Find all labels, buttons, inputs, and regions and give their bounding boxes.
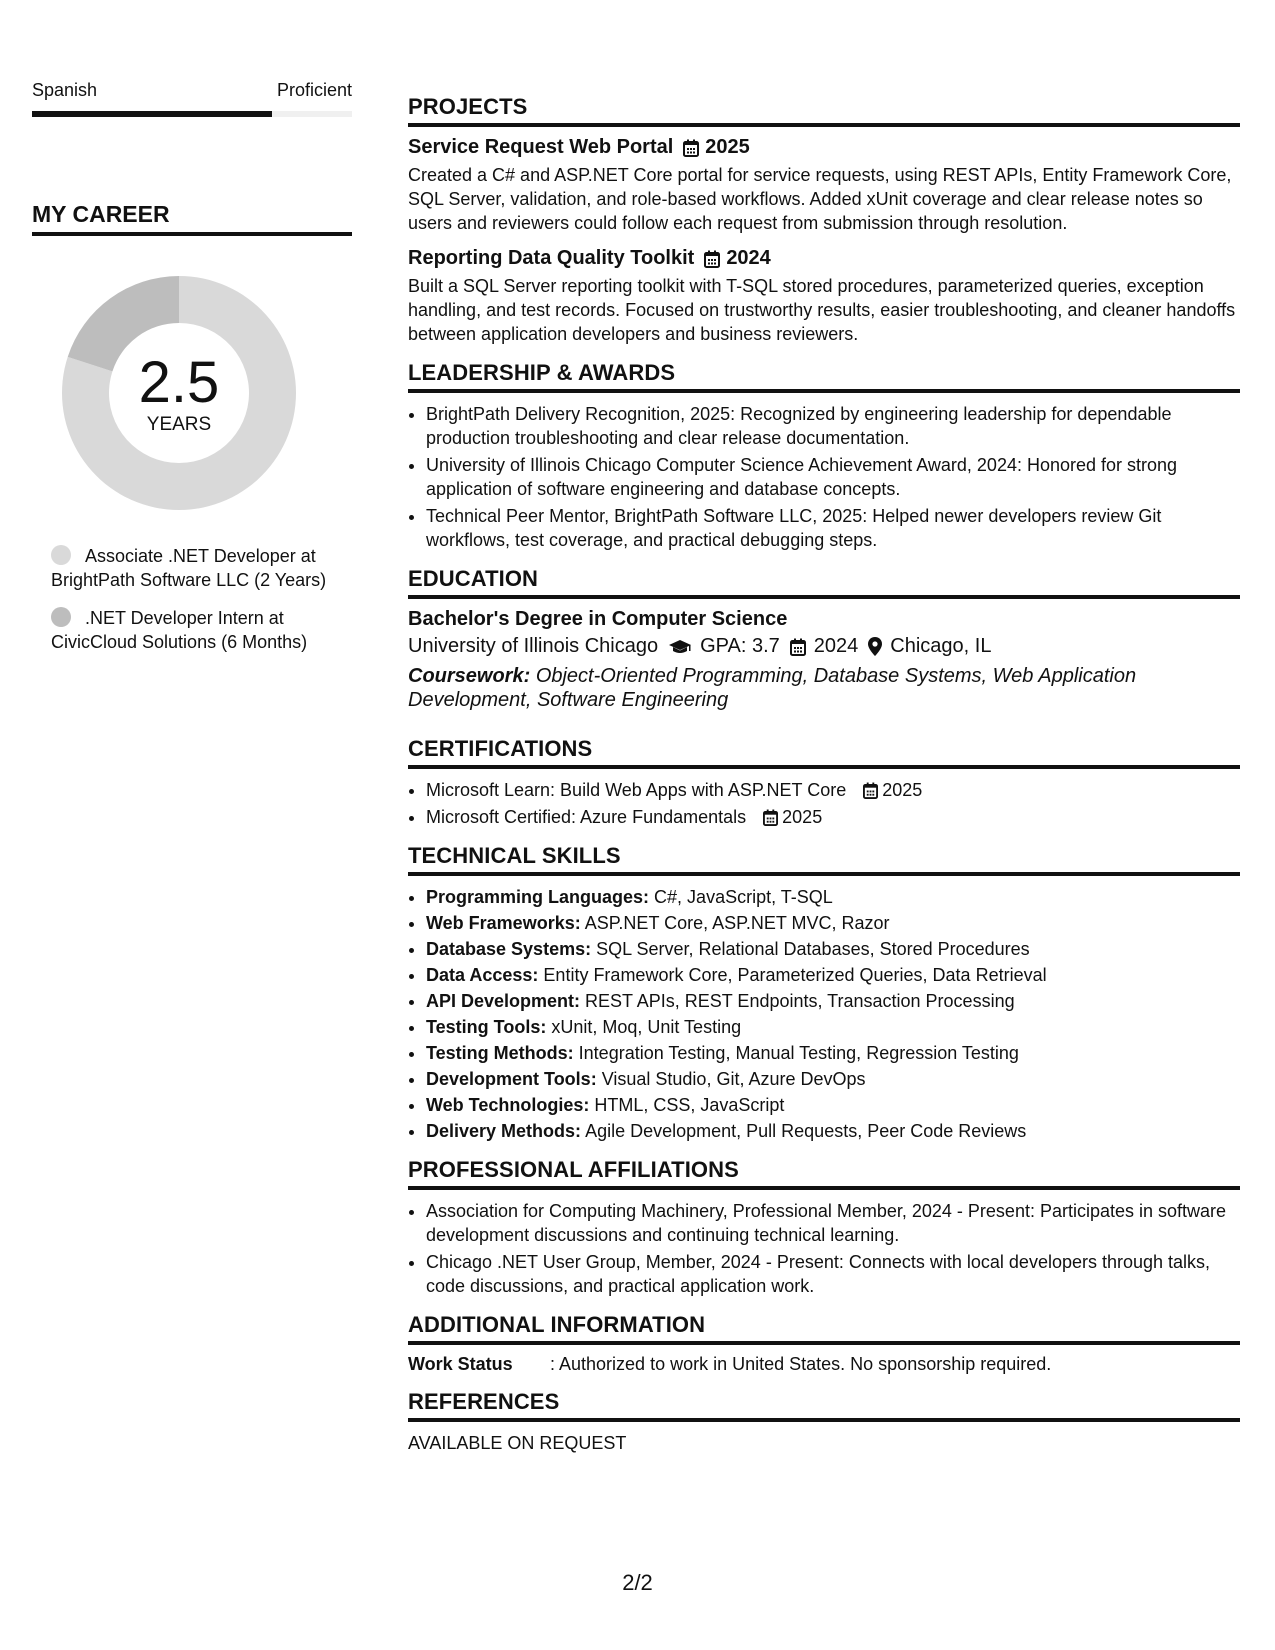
- skill-label: Testing Tools:: [426, 1017, 547, 1037]
- school-name: University of Illinois Chicago: [408, 635, 659, 657]
- list-item: • Association for Computing Machinery, Professional Member, 2024 - Present: Participates in software development discussions and continuing technical learning.: [426, 1199, 1240, 1247]
- project-name: Reporting Data Quality Toolkit: [408, 247, 695, 269]
- certifications-list: [408, 778, 1240, 829]
- certification-year: 2025: [782, 807, 823, 827]
- project-description: Created a C# and ASP.NET Core portal for service requests, using REST APIs, Entity Framework Core, SQL Server, validation, and role-based workflows. Added xUnit coverage and clear release notes so users and reviewers could follow each request from submission through resolution.: [408, 165, 1232, 233]
- language-proficiency-bar: [32, 111, 352, 117]
- additional-section: [408, 1312, 1240, 1375]
- location-pin-icon: [868, 637, 882, 656]
- projects-section: [408, 94, 1240, 346]
- list-item: • University of Illinois Chicago Computer Science Achievement Award, 2024: Honored for strong application of software engineering and database concepts.: [426, 453, 1240, 501]
- skill-item: [426, 885, 1240, 909]
- skill-value: C#, JavaScript, T-SQL: [654, 887, 833, 907]
- skill-value: SQL Server, Relational Databases, Stored Procedures: [596, 939, 1030, 959]
- references-title: REFERENCES: [408, 1389, 1240, 1422]
- career-title: MY CAREER: [32, 201, 352, 236]
- certification-date: [763, 807, 822, 827]
- references-section: [408, 1389, 1240, 1455]
- school-location: Chicago, IL: [890, 635, 992, 657]
- legend-swatch: [51, 545, 71, 565]
- career-total-unit: YEARS: [146, 414, 212, 435]
- education-details: [408, 635, 1240, 658]
- skill-value: REST APIs, REST Endpoints, Transaction Processing: [585, 991, 1015, 1011]
- legend-label: .NET Developer Intern at CivicCloud Solutions (6 Months): [51, 608, 308, 652]
- affiliations-section: [408, 1157, 1240, 1298]
- list-item: • BrightPath Delivery Recognition, 2025: Recognized by engineering leadership for dependable production troubleshooting and clear release documentation.: [426, 402, 1240, 450]
- calendar-icon: [704, 250, 720, 268]
- skill-label: Testing Methods:: [426, 1043, 574, 1063]
- skill-item: [426, 989, 1240, 1013]
- language-proficiency-fill: [32, 111, 272, 117]
- skill-label: Delivery Methods:: [426, 1121, 582, 1141]
- career-donut-chart: [56, 270, 302, 516]
- list-item: [426, 778, 1240, 802]
- work-status-value: : Authorized to work in United States. No sponsorship required.: [550, 1354, 1052, 1374]
- project-item: [408, 136, 1240, 235]
- project-name: Service Request Web Portal: [408, 136, 674, 158]
- skill-item: [426, 911, 1240, 935]
- project-description: Built a SQL Server reporting toolkit with T-SQL stored procedures, parameterized queries, exception handling, and test records. Focused on trustworthy results, easier troubleshooting, and cleaner handoffs between application developers and business reviewers.: [408, 276, 1236, 344]
- career-total-value: 2.5: [138, 350, 220, 415]
- calendar-icon: [863, 782, 878, 799]
- leadership-title: LEADERSHIP & AWARDS: [408, 360, 1240, 393]
- education-section: [408, 566, 1240, 712]
- list-item: [426, 805, 1240, 829]
- project-item: [408, 247, 1240, 346]
- calendar-icon: [790, 638, 806, 656]
- project-heading: [408, 247, 1240, 270]
- coursework-label: Coursework:: [408, 665, 531, 687]
- additional-title: ADDITIONAL INFORMATION: [408, 1312, 1240, 1345]
- coursework: [408, 664, 1240, 712]
- project-year: 2025: [705, 136, 750, 158]
- career-donut-center: [56, 270, 302, 516]
- career-legend: [51, 544, 352, 654]
- right-column: [408, 94, 1240, 1469]
- gpa: GPA: 3.7: [700, 635, 780, 657]
- skill-label: Web Frameworks:: [426, 913, 581, 933]
- affiliations-list: [408, 1199, 1240, 1298]
- skill-item: [426, 1067, 1240, 1091]
- skill-label: API Development:: [426, 991, 581, 1011]
- certifications-title: CERTIFICATIONS: [408, 736, 1240, 769]
- work-status-row: [408, 1354, 1240, 1375]
- certification-date: [863, 780, 922, 800]
- skill-label: Database Systems:: [426, 939, 592, 959]
- calendar-icon: [763, 809, 778, 826]
- skill-item: [426, 1041, 1240, 1065]
- graduation-year: 2024: [813, 635, 859, 657]
- skill-label: Data Access:: [426, 965, 539, 985]
- legend-label: Associate .NET Developer at BrightPath Software LLC (2 Years): [51, 546, 327, 590]
- references-text: AVAILABLE ON REQUEST: [408, 1433, 627, 1453]
- leadership-list: [408, 402, 1240, 552]
- calendar-icon: [683, 139, 699, 157]
- left-column: [32, 80, 352, 668]
- skill-item: [426, 1015, 1240, 1039]
- coursework-list: Object-Oriented Programming, Database Systems, Web Application Development, Software Engineering: [408, 665, 1137, 711]
- skill-value: ASP.NET Core, ASP.NET MVC, Razor: [584, 913, 890, 933]
- language-row: [32, 80, 352, 101]
- skill-label: Programming Languages:: [426, 887, 650, 907]
- skill-item: [426, 1119, 1240, 1143]
- leadership-section: [408, 360, 1240, 552]
- skill-value: HTML, CSS, JavaScript: [594, 1095, 785, 1115]
- page-number: 2/2: [622, 1570, 653, 1595]
- degree-name: Bachelor's Degree in Computer Science: [408, 608, 788, 630]
- certification-name: Microsoft Learn: Build Web Apps with ASP.NET Core: [426, 780, 847, 800]
- project-year: 2024: [726, 247, 771, 269]
- education-title: EDUCATION: [408, 566, 1240, 599]
- certification-name: Microsoft Certified: Azure Fundamentals: [426, 807, 747, 827]
- projects-title: PROJECTS: [408, 94, 1240, 127]
- skill-value: Entity Framework Core, Parameterized Queries, Data Retrieval: [543, 965, 1047, 985]
- work-status-label: Work Status: [408, 1354, 513, 1374]
- skill-item: [426, 963, 1240, 987]
- skills-list: [408, 885, 1240, 1143]
- language-name: Spanish: [32, 80, 98, 100]
- skill-label: Development Tools:: [426, 1069, 597, 1089]
- project-heading: [408, 136, 1240, 159]
- skill-label: Web Technologies:: [426, 1095, 590, 1115]
- legend-item: [51, 606, 352, 654]
- skill-value: xUnit, Moq, Unit Testing: [551, 1017, 742, 1037]
- skill-item: [426, 1093, 1240, 1117]
- language-level: Proficient: [276, 80, 352, 100]
- skill-value: Integration Testing, Manual Testing, Regression Testing: [578, 1043, 1019, 1063]
- skill-value: Visual Studio, Git, Azure DevOps: [601, 1069, 866, 1089]
- legend-swatch: [51, 607, 71, 627]
- affiliations-title: PROFESSIONAL AFFILIATIONS: [408, 1157, 1240, 1190]
- list-item: • Chicago .NET User Group, Member, 2024 - Present: Connects with local developers through talks, code discussions, and practical application work.: [426, 1250, 1240, 1298]
- list-item: • Technical Peer Mentor, BrightPath Software LLC, 2025: Helped newer developers review Git workflows, test coverage, and practical debugging steps.: [426, 504, 1240, 552]
- graduation-cap-icon: [668, 639, 692, 655]
- certification-year: 2025: [882, 780, 923, 800]
- skills-section: [408, 843, 1240, 1143]
- skills-title: TECHNICAL SKILLS: [408, 843, 1240, 876]
- certifications-section: [408, 736, 1240, 829]
- legend-item: [51, 544, 352, 592]
- skill-value: Agile Development, Pull Requests, Peer Code Reviews: [585, 1121, 1027, 1141]
- skill-item: [426, 937, 1240, 961]
